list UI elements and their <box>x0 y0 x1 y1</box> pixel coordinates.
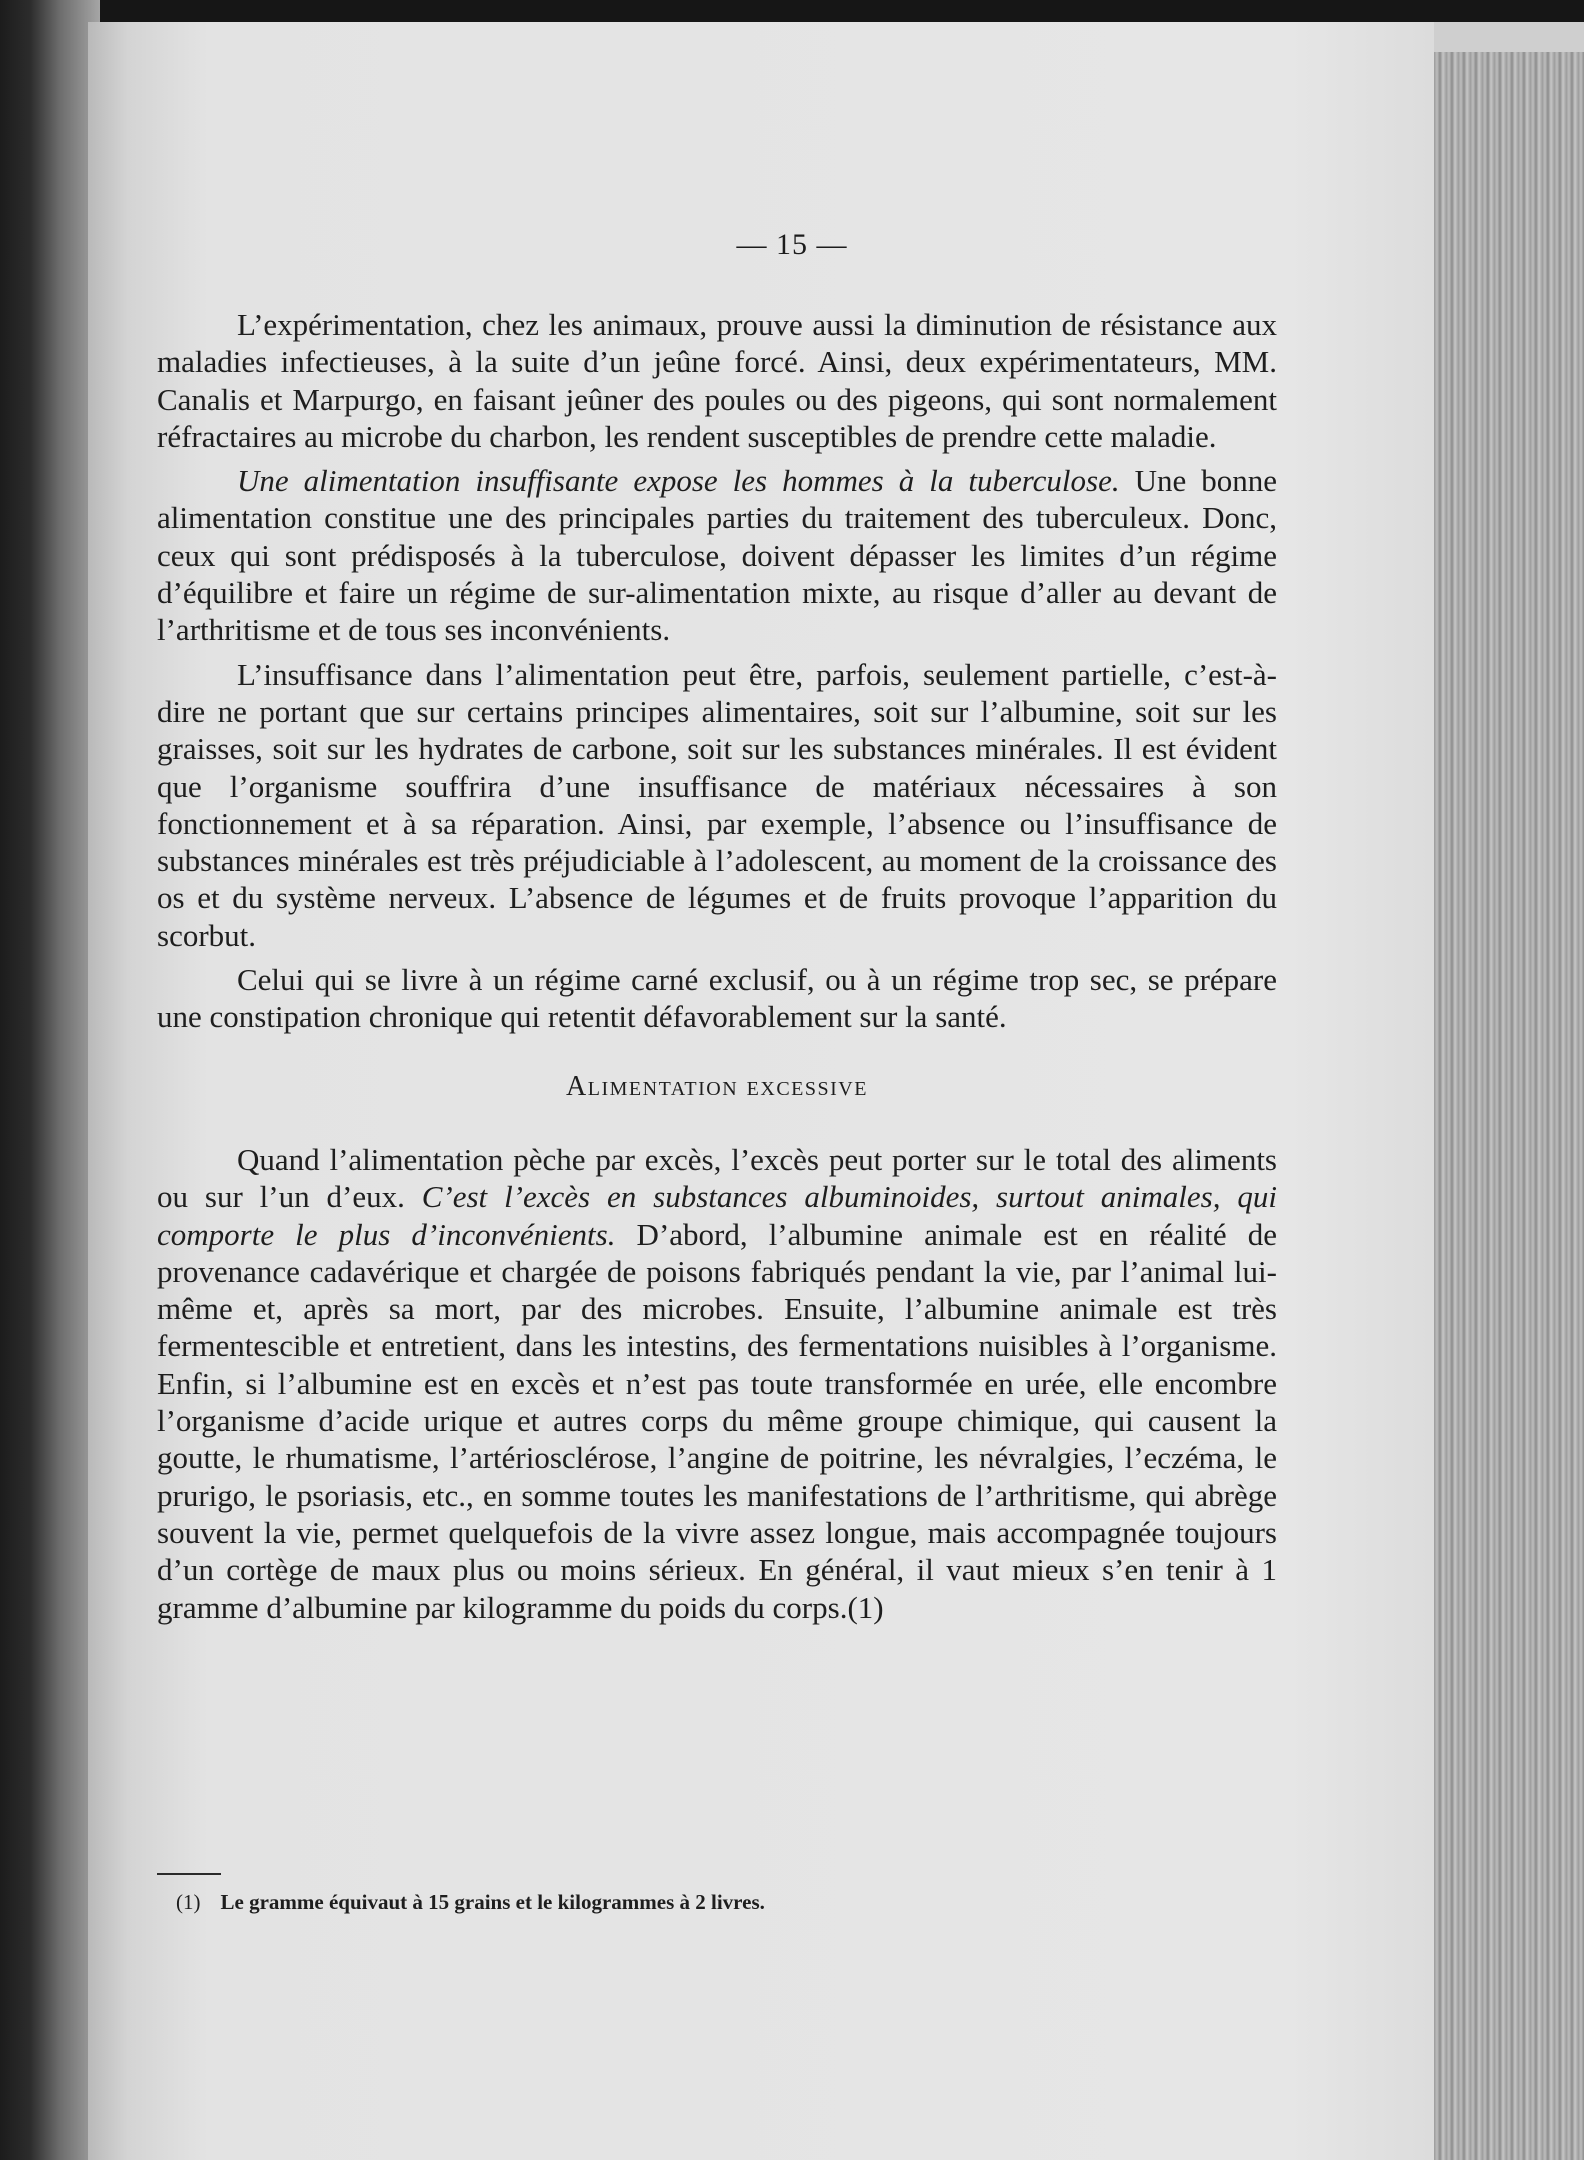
paragraph <box>157 961 1277 1036</box>
paragraphs-after-heading <box>157 1141 1277 1626</box>
italic-text: C’est l’excès en substances albuminoides, surtout animales, qui comporte le plus d’inconvénients. <box>157 1179 1277 1252</box>
paragraph-text: Celui qui se livre à un régime carné exclusif, ou à un régime trop sec, se prépare une constipation chronique qui retentit défavorablement sur la santé. <box>157 962 1277 1035</box>
paragraph-text: D’abord, l’albumine animale est en réalité de provenance cadavérique et chargée de poisons fabriqués pendant la vie, par l’animal lui-même et, après sa mort, par des microbes. Ensuite, l’albumine animale est très fermentescible et entretient, dans les intestins, des fermentations nuisibles à l’organisme. Enfin, si l’albumine est en excès et n’est pas toute transformée en urée, elle encombre l’organisme d’acide urique et autres corps du même groupe chimique, qui causent la goutte, le rhumatisme, l’artériosclérose, l’angine de poitrine, les névralgies, l’eczéma, le prurigo, le psoriasis, etc., en somme toutes les manifestations de l’arthritisme, qui abrège souvent la vie, permet quelquefois de la vivre assez longue, mais accompagnée toujours d’un cortège de maux plus ou moins sérieux. En général, il vaut mieux s’en tenir à 1 gramme d’albumine par kilogramme du poids du corps.(1) <box>157 1216 1277 1625</box>
scanner-top-edge <box>0 0 1584 22</box>
paragraph <box>157 656 1277 954</box>
paragraph-text: Une bonne alimentation constitue une des principales parties du traitement des tuberculeux. Donc, ceux qui sont prédisposés à la tuberculose, doivent dépasser les limites d’un régime d’équilibre et faire un régime de sur-alimentation mixte, au risque d’aller au devant de l’arthritisme et de tous ses inconvénients. <box>157 463 1277 648</box>
paragraph-text: Quand l’alimentation pèche par excès, l’excès peut porter sur le total des aliments ou sur l’un d’eux. <box>157 1141 1277 1215</box>
section-heading: Alimentation excessive <box>566 1070 868 1102</box>
footnote-rule <box>157 1873 221 1875</box>
paragraph <box>157 462 1277 648</box>
footnote-text: Le gramme équivaut à 15 grains et le kilogrammes à 2 livres. <box>220 1890 765 1914</box>
paragraph-text: L’expérimentation, chez les animaux, prouve aussi la diminution de résistance aux maladies infectieuses, à la suite d’un jeûne forcé. Ainsi, deux expérimentateurs, MM. Canalis et Marpurgo, en faisant jeûner des poules ou des pigeons, qui sont normalement réfractaires au microbe du charbon, les rendent susceptibles de prendre cette maladie. <box>157 307 1277 454</box>
footnote <box>176 1890 1276 1915</box>
book-binding-shadow <box>0 0 100 2160</box>
footnote-number: (1) <box>176 1890 201 1914</box>
paragraphs-before-heading <box>157 306 1277 1036</box>
body-text <box>157 306 1277 1633</box>
paragraph-text: L’insuffisance dans l’alimentation peut être, parfois, seulement partielle, c’est-à-dire ne portant que sur certains principes alimentaires, soit sur l’albumine, soit sur les graisses, soit sur les hydrates de carbone, soit sur les substances minérales. Il est évident que l’organisme souffrira d’une insuffisance de matériaux nécessaires à son fonctionnement et à sa réparation. Ainsi, par exemple, l’absence ou l’insuffisance de substances minérales est très préjudiciable à l’adolescent, au moment de la croissance des os et du système nerveux. L’absence de légumes et de fruits provoque l’apparition du scorbut. <box>157 656 1277 953</box>
italic-text: Une alimentation insuffisante expose les hommes à la tuberculose. <box>237 463 1120 499</box>
page-stack-top <box>1434 22 1584 52</box>
page-stack-edge <box>1434 22 1584 2160</box>
page-number: — 15 — <box>736 228 848 261</box>
paragraph <box>157 306 1277 455</box>
paragraph <box>157 1141 1277 1626</box>
